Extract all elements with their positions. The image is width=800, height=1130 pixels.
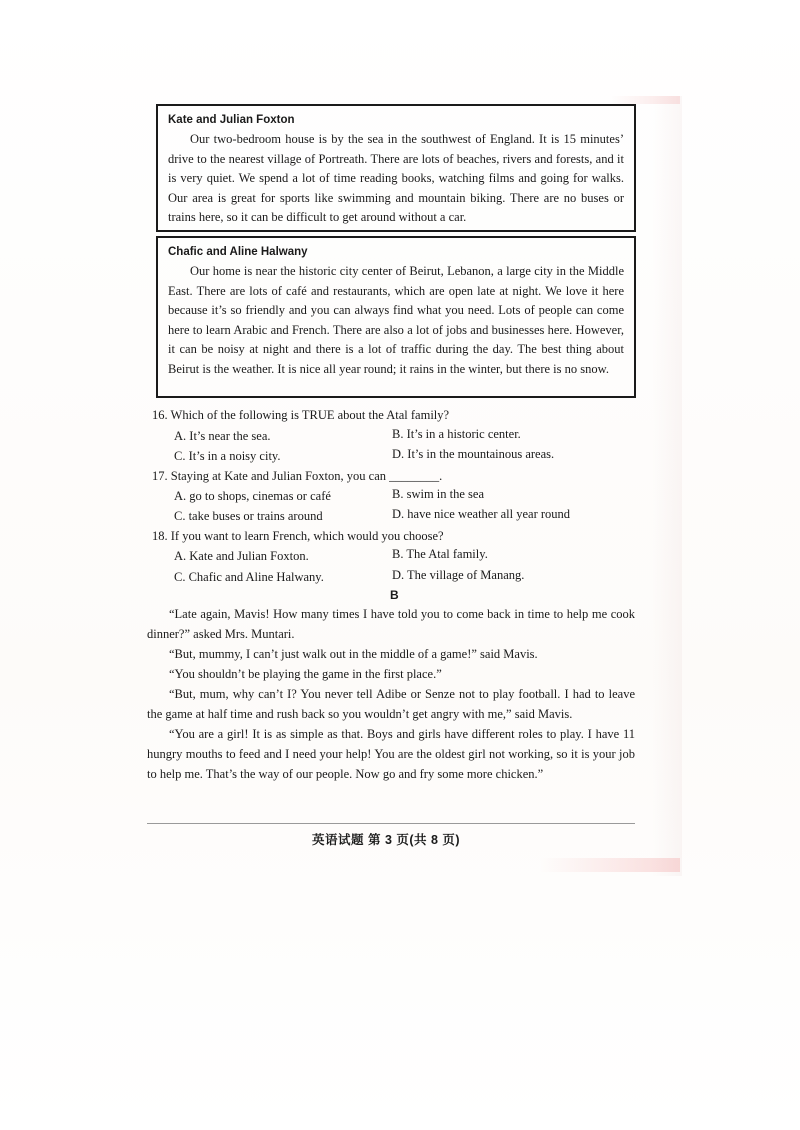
footer-rule	[147, 823, 635, 824]
question-16-option-a: A. It’s near the sea.	[174, 429, 271, 443]
question-18-option-c: C. Chafic and Aline Halwany.	[174, 570, 324, 584]
question-16-option-c: C. It’s in a noisy city.	[174, 449, 281, 463]
question-17-option-d: D. have nice weather all year round	[392, 507, 571, 521]
passage-paragraph: “You are a girl! It is as simple as that. Boys and girls have different roles to play. I have 11 hungry mouths to feed and I need your help! You are the oldest girl not working, so it is your job to help me. That’s the way of our people. Now go and fry some more chicken.”	[147, 727, 635, 781]
question-17-option-c: C. take buses or trains around	[174, 509, 323, 523]
page-footer: 英语试题 第 3 页(共 8 页)	[312, 833, 461, 847]
box-text: Our home is near the historic city center of Beirut, Lebanon, a large city in the Middle East. There are lots of café and restaurants, which are open late at night. We love it here because it’s so friendly and you can always find what you need. Lots of people can come here to learn Arabic and French. There are also a lot of jobs and businesses here. However, it can be noisy at night and there is a lot of traffic during the day. The best thing about Beirut is the weather. It is nice all year round; it rains in the winter, but there is no snow.	[168, 264, 624, 376]
scan-tint-top	[610, 96, 680, 104]
question-16-option-b: B. It’s in a historic center.	[392, 427, 521, 441]
question-16-option-d: D. It’s in the mountainous areas.	[392, 447, 555, 461]
page-edge-shadow	[652, 96, 682, 876]
passage-paragraph: “But, mummy, I can’t just walk out in the middle of a game!” said Mavis.	[169, 647, 538, 661]
box-title: Chafic and Aline Halwany	[168, 246, 308, 258]
reading-passage-b	[147, 604, 635, 784]
box-text: Our two-bedroom house is by the sea in the southwest of England. It is 15 minutes’ drive to the nearest village of Portreath. There are lots of beaches, rivers and forests, and it is very quiet. We spend a lot of time reading books, watching films and going for walks. Our area is great for sports like swimming and mountain biking. There are no buses or trains here, so it can be difficult to get around without a car.	[168, 132, 624, 225]
family-box-halwany	[156, 236, 636, 398]
box-title: Kate and Julian Foxton	[168, 114, 295, 126]
passage-paragraph: “But, mum, why can’t I? You never tell Adibe or Senze not to play football. I had to leave the game at half time and rush back so you wouldn’t get angry with me,” said Mavis.	[147, 687, 635, 721]
question-18-option-d: D. The village of Manang.	[392, 568, 525, 582]
question-17-option-b: B. swim in the sea	[392, 487, 485, 501]
question-16-stem: 16. Which of the following is TRUE about the Atal family?	[152, 408, 450, 422]
family-box-foxton	[156, 104, 636, 232]
question-18-stem: 18. If you want to learn French, which would you choose?	[152, 529, 444, 543]
passage-paragraph: “Late again, Mavis! How many times I have told you to come back in time to help me cook dinner?” asked Mrs. Muntari.	[147, 607, 635, 641]
question-18-option-b: B. The Atal family.	[392, 547, 488, 561]
question-17-option-a: A. go to shops, cinemas or café	[174, 489, 331, 503]
section-heading-b: B	[390, 588, 399, 602]
question-18-option-a: A. Kate and Julian Foxton.	[174, 549, 309, 563]
question-17-stem: 17. Staying at Kate and Julian Foxton, you can ________.	[152, 469, 443, 483]
passage-paragraph: “You shouldn’t be playing the game in the first place.”	[169, 667, 442, 681]
scan-tint-bottom	[540, 858, 680, 872]
